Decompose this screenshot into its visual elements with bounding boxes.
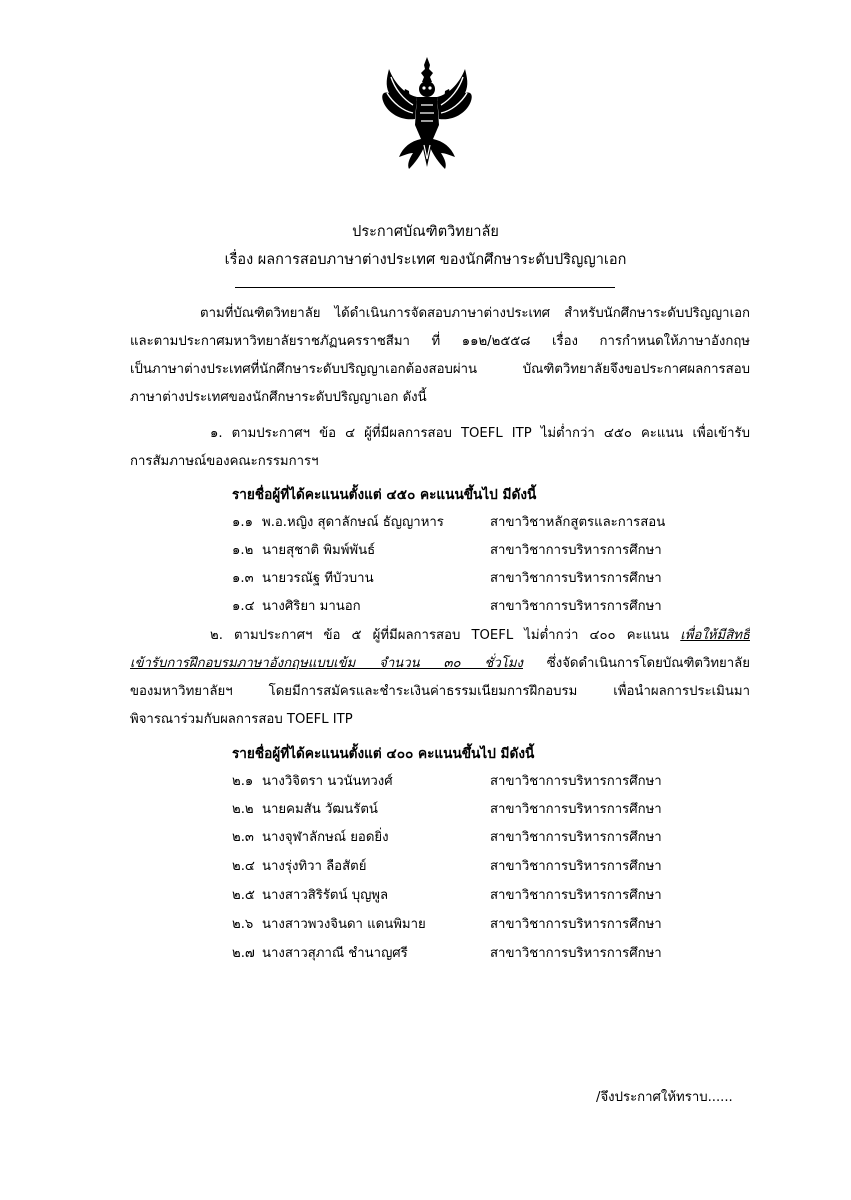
item-name: นายสุชาติ พิมพ์พันธ์ — [262, 543, 376, 558]
item-number: ๑.๒ — [232, 543, 254, 558]
item-name: นางสาวสุภาณี ชำนาญศรี — [262, 946, 408, 961]
item-number: ๒.๓ — [232, 830, 254, 845]
section2-paragraph — [130, 622, 750, 734]
section1-line: การสัมภาษณ์ของคณะกรรมการฯ — [130, 454, 319, 469]
item-name: นายวรณัฐ ทีบัวบาน — [262, 571, 374, 586]
garuda-emblem-icon — [377, 55, 477, 173]
section2-text: ซึ่งจัดดำเนินการโดยบัณฑิตวิทยาลัย — [522, 656, 750, 671]
item-number: ๒.๕ — [232, 888, 255, 903]
section1-heading: รายชื่อผู้ที่ได้คะแนนตั้งแต่ ๔๕๐ คะแนนขึ้นไป มีดังนี้ — [232, 487, 537, 503]
item-major: สาขาวิชาการบริหารการศึกษา — [490, 830, 662, 845]
item-number: ๑.๔ — [232, 599, 255, 614]
item-major: สาขาวิชาการบริหารการศึกษา — [490, 543, 662, 558]
section2-text: ๒. ตามประกาศฯ ข้อ ๕ ผู้ที่มีผลการสอบ TOEFL ไม่ต่ำกว่า ๔๐๐ คะแนน — [210, 628, 681, 643]
item-name: พ.อ.หญิง สุดาลักษณ์ ธัญญาหาร — [262, 515, 444, 530]
item-number: ๑.๑ — [232, 515, 253, 530]
list-item — [232, 855, 692, 876]
section2-heading: รายชื่อผู้ที่ได้คะแนนตั้งแต่ ๔๐๐ คะแนนขึ้นไป มีดังนี้ — [232, 746, 535, 762]
item-number: ๒.๔ — [232, 859, 255, 874]
item-name: นายคมสัน วัฒนรัตน์ — [262, 802, 378, 817]
document-title: ประกาศบัณฑิตวิทยาลัย — [352, 224, 499, 240]
item-name: นางสาวพวงจินดา แดนพิมาย — [262, 917, 426, 932]
list-item — [232, 942, 692, 963]
item-major: สาขาวิชาการบริหารการศึกษา — [490, 802, 662, 817]
list-item — [232, 798, 692, 819]
section1-line: ๑. ตามประกาศฯ ข้อ ๔ ผู้ที่มีผลการสอบ TOEFL ITP ไม่ต่ำกว่า ๔๕๐ คะแนน เพื่อเข้ารับ — [210, 426, 750, 441]
section2-line: ของมหาวิทยาลัยฯ โดยมีการสมัครและชำระเงินค่าธรรมเนียมการฝึกอบรม เพื่อนำผลการประเมินมา — [130, 684, 750, 699]
item-major: สาขาวิชาการบริหารการศึกษา — [490, 599, 662, 614]
section2-line — [130, 650, 750, 678]
item-major: สาขาวิชาการบริหารการศึกษา — [490, 946, 662, 961]
title-divider — [235, 287, 615, 288]
document-subject: เรื่อง ผลการสอบภาษาต่างประเทศ ของนักศึกษาระดับปริญญาเอก — [224, 252, 627, 268]
item-major: สาขาวิชาหลักสูตรและการสอน — [490, 515, 666, 530]
item-major: สาขาวิชาการบริหารการศึกษา — [490, 859, 662, 874]
item-number: ๒.๗ — [232, 946, 255, 961]
item-major: สาขาวิชาการบริหารการศึกษา — [490, 774, 662, 789]
item-major: สาขาวิชาการบริหารการศึกษา — [490, 917, 662, 932]
section1-paragraph — [130, 420, 750, 476]
section2-line — [130, 622, 750, 650]
item-name: นางศิริยา มานอก — [262, 599, 361, 614]
item-major: สาขาวิชาการบริหารการศึกษา — [490, 571, 662, 586]
item-name: นางสาวสิริรัตน์ บุญพูล — [262, 888, 389, 903]
list-item — [232, 826, 692, 847]
list-item — [232, 770, 692, 791]
item-major: สาขาวิชาการบริหารการศึกษา — [490, 888, 662, 903]
intro-line: ตามที่บัณฑิตวิทยาลัย ได้ดำเนินการจัดสอบภาษาต่างประเทศ สำหรับนักศึกษาระดับปริญญาเอก — [200, 306, 750, 321]
item-name: นางรุ่งทิวา ลือสัตย์ — [262, 859, 367, 874]
intro-line: ภาษาต่างประเทศของนักศึกษาระดับปริญญาเอก ดังนี้ — [130, 390, 427, 405]
item-number: ๒.๒ — [232, 802, 254, 817]
item-name: นางวิจิตรา นวนันทวงศ์ — [262, 774, 393, 789]
intro-line: และตามประกาศมหาวิทยาลัยราชภัฏนครราชสีมา ที่ ๑๑๒/๒๕๕๘ เรื่อง การกำหนดให้ภาษาอังกฤษ — [130, 334, 750, 349]
section2-line: พิจารณาร่วมกับผลการสอบ TOEFL ITP — [130, 712, 353, 727]
item-number: ๒.๖ — [232, 917, 254, 932]
list-item — [232, 567, 692, 588]
item-name: นางจุฬาลักษณ์ ยอดยิ่ง — [262, 830, 389, 845]
intro-paragraph — [130, 300, 750, 412]
item-number: ๑.๓ — [232, 571, 254, 586]
item-number: ๒.๑ — [232, 774, 254, 789]
list-item — [232, 539, 692, 560]
list-item — [232, 595, 692, 616]
section2-emphasis: เพื่อให้มีสิทธิ์ — [680, 628, 750, 643]
closing-text: /จึงประกาศให้ทราบ...... — [596, 1090, 733, 1105]
list-item — [232, 511, 692, 532]
section2-emphasis: เข้ารับการฝึกอบรมภาษาอังกฤษแบบเข้ม จำนวน ๓๐ ชั่วโมง — [130, 656, 523, 671]
list-item — [232, 913, 692, 934]
intro-line: เป็นภาษาต่างประเทศที่นักศึกษาระดับปริญญาเอกต้องสอบผ่าน บัณฑิตวิทยาลัยจึงขอประกาศผลการสอบ — [130, 362, 750, 377]
list-item — [232, 884, 692, 905]
